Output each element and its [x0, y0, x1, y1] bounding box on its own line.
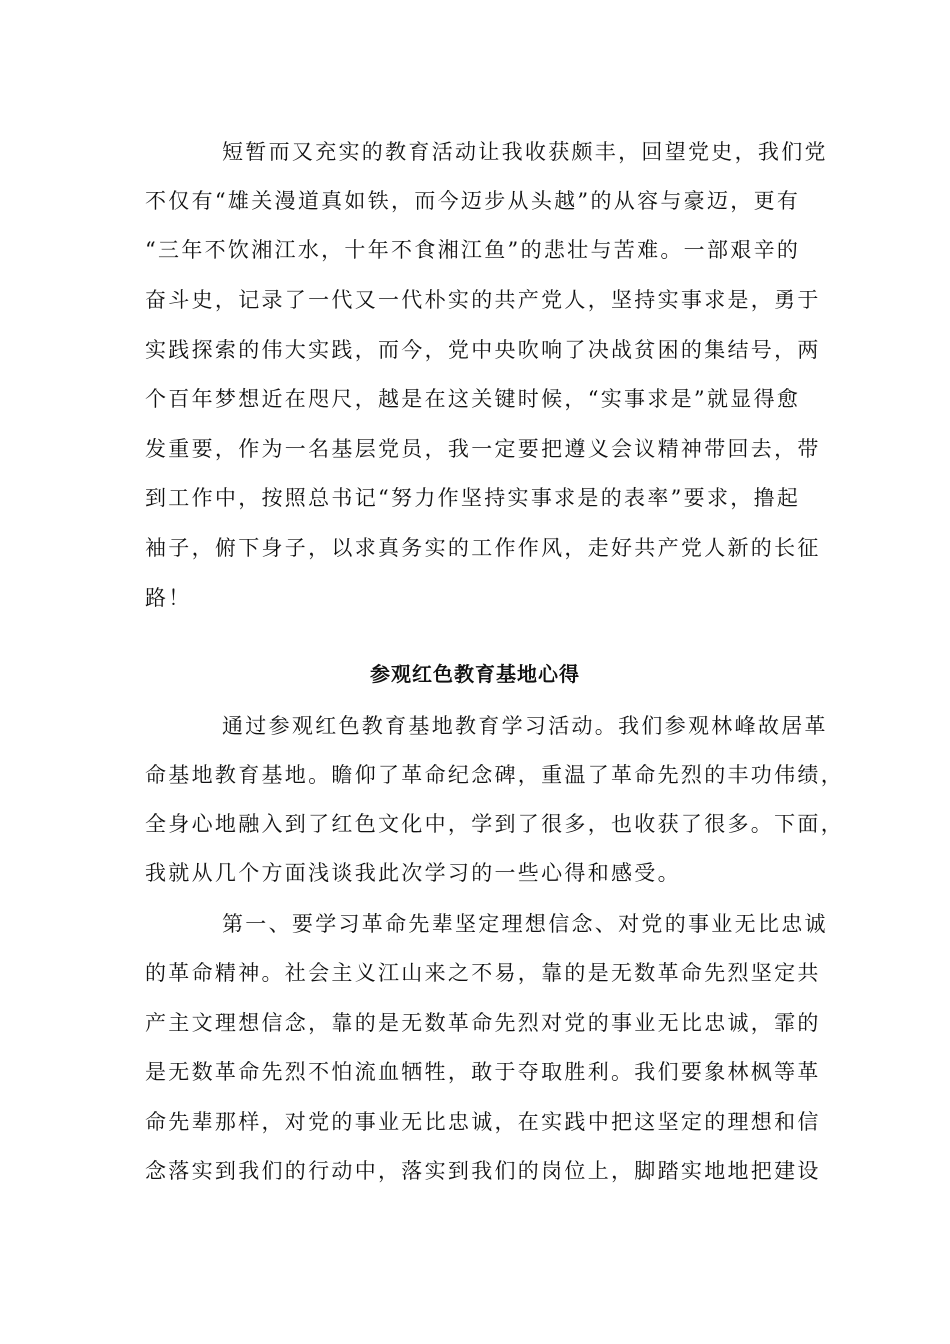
paragraph-line: 个百年梦想近在咫尺，越是在这关键时候，“实事求是”就显得愈 — [145, 387, 801, 411]
paragraph-line: 念落实到我们的行动中，落实到我们的岗位上，脚踏实地地把建设 — [145, 1159, 821, 1183]
paragraph-line: 实践探索的伟大实践，而今，党中央吹响了决战贫困的集结号，两 — [145, 338, 821, 362]
paragraph-line: 的革命精神。社会主义江山来之不易，靠的是无数革命先烈坚定共 — [145, 961, 821, 985]
paragraph-line: 是无数革命先烈不怕流血牺牲，敢于夺取胜利。我们要象林枫等革 — [145, 1060, 821, 1084]
paragraph-line: 到工作中，按照总书记“努力作坚持实事求是的表率”要求，撸起 — [145, 486, 801, 510]
paragraph-line: 命先辈那样，对党的事业无比忠诚，在实践中把这坚定的理想和信 — [145, 1110, 821, 1134]
paragraph-line: 短暂而又充实的教育活动让我收获颇丰，回望党史，我们党 — [222, 140, 828, 164]
paragraph-line: 袖子，俯下身子，以求真务实的工作作风，走好共产党人新的长征 — [145, 536, 821, 560]
paragraph-line: 通过参观红色教育基地教育学习活动。我们参观林峰故居革 — [222, 714, 828, 738]
paragraph-line: “三年不饮湘江水，十年不食湘江鱼”的悲壮与苦难。一部艰辛的 — [145, 238, 801, 262]
paragraph-line: 奋斗史，记录了一代又一代朴实的共产党人，坚持实事求是，勇于 — [145, 288, 821, 312]
paragraph-line: 发重要，作为一名基层党员，我一定要把遵义会议精神带回去，带 — [145, 437, 821, 461]
paragraph-line: 全身心地融入到了红色文化中，学到了很多，也收获了很多。下面， — [145, 812, 844, 836]
section-title: 参观红色教育基地心得 — [370, 662, 580, 686]
paragraph-line: 命基地教育基地。瞻仰了革命纪念碑，重温了革命先烈的丰功伟绩， — [145, 763, 844, 787]
paragraph-line: 我就从几个方面浅谈我此次学习的一些心得和感受。 — [145, 861, 681, 885]
paragraph-line: 第一、要学习革命先辈坚定理想信念、对党的事业无比忠诚 — [222, 912, 828, 936]
paragraph-line: 产主文理想信念，靠的是无数革命先烈对党的事业无比忠诚，霏的 — [145, 1011, 821, 1035]
paragraph-line: 不仅有“雄关漫道真如铁，而今迈步从头越”的从容与豪迈，更有 — [145, 189, 801, 213]
paragraph-line: 路！ — [145, 586, 192, 610]
